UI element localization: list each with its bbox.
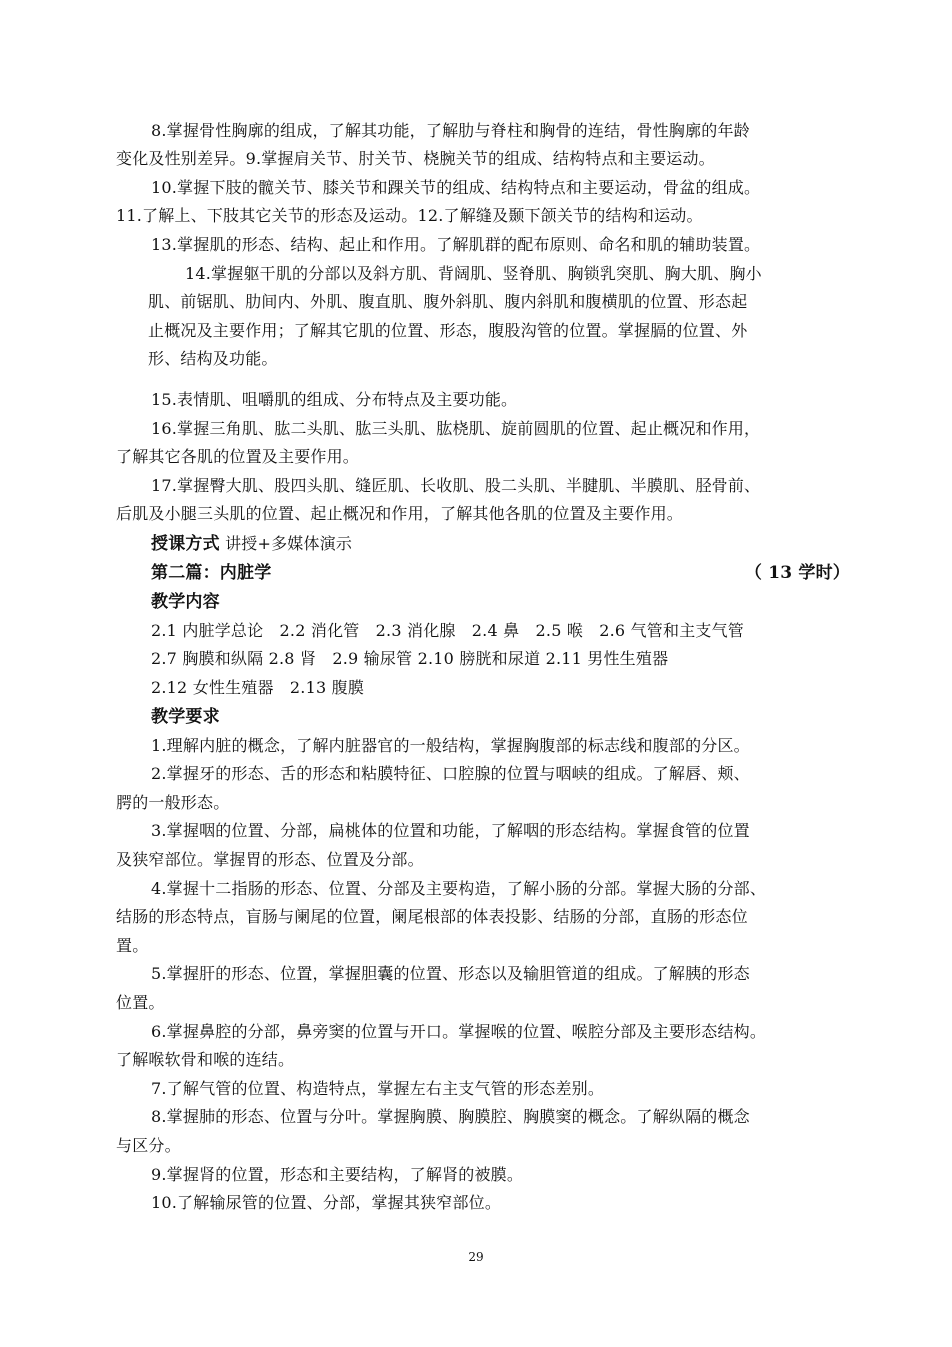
requirement-line: 7.了解气管的位置、构造特点，掌握左右主支气管的形态差别。 xyxy=(151,1079,605,1098)
requirement-line: 置。 xyxy=(116,936,149,955)
requirement-line: 9.掌握肾的位置，形态和主要结构，了解肾的被膜。 xyxy=(151,1165,524,1184)
content-line: 2.7 胸膜和纵隔 2.8 肾 2.9 输尿管 2.10 膀胱和尿道 2.11 男性生殖器 xyxy=(151,649,669,668)
teaching-method-label: 授课方式 xyxy=(151,534,220,554)
requirement-line: 及狭窄部位。掌握胃的形态、位置及分部。 xyxy=(116,850,424,869)
content-line: 2.12 女性生殖器 2.13 腹膜 xyxy=(151,678,365,697)
requirement-line: 与区分。 xyxy=(116,1136,181,1155)
requirement-line: 位置。 xyxy=(116,993,165,1012)
requirement-line: 2.掌握牙的形态、舌的形态和粘膜特征、口腔腺的位置与咽峡的组成。了解唇、颊、 xyxy=(151,764,750,783)
requirements-heading: 教学要求 xyxy=(151,707,220,727)
requirement-line: 了解喉软骨和喉的连结。 xyxy=(116,1050,295,1069)
text-line: 15.表情肌、咀嚼肌的组成、分布特点及主要功能。 xyxy=(151,390,518,409)
section-title: 第二篇：内脏学 xyxy=(151,563,272,583)
text-line: 止概况及主要作用；了解其它肌的位置、形态，腹股沟管的位置。掌握膈的位置、外 xyxy=(148,321,748,340)
requirement-line: 1.理解内脏的概念，了解内脏器官的一般结构，掌握胸腹部的标志线和腹部的分区。 xyxy=(151,736,750,755)
text-line: 肌、前锯肌、肋间内、外肌、腹直肌、腹外斜肌、腹内斜肌和腹横肌的位置、形态起 xyxy=(148,292,748,311)
text-line: 14.掌握躯干肌的分部以及斜方肌、背阔肌、竖脊肌、胸锁乳突肌、胸大肌、胸小 xyxy=(185,264,762,283)
text-line: 17.掌握臀大肌、股四头肌、缝匠肌、长收肌、股二头肌、半腱肌、半膜肌、胫骨前、 xyxy=(151,476,761,495)
requirement-line: 6.掌握鼻腔的分部，鼻旁窦的位置与开口。掌握喉的位置、喉腔分部及主要形态结构。 xyxy=(151,1022,767,1041)
text-line: 10.掌握下肢的髋关节、膝关节和踝关节的组成、结构特点和主要运动，骨盆的组成。 xyxy=(151,178,761,197)
text-line: 13.掌握肌的形态、结构、起止和作用。了解肌群的配布原则、命名和肌的辅助装置。 xyxy=(151,235,761,254)
page-number: 29 xyxy=(468,1250,484,1264)
content-line: 2.1 内脏学总论 2.2 消化管 2.3 消化腺 2.4 鼻 2.5 喉 2.6 气管和主支气管 xyxy=(151,621,744,640)
text-line: 16.掌握三角肌、肱二头肌、肱三头肌、肱桡肌、旋前圆肌的位置、起止概况和作用， xyxy=(151,419,761,438)
text-line: 11.了解上、下肢其它关节的形态及运动。12.了解缝及颞下颌关节的结构和运动。 xyxy=(116,206,703,225)
requirement-line: 3.掌握咽的位置、分部，扁桃体的位置和功能，了解咽的形态结构。掌握食管的位置 xyxy=(151,821,750,840)
teaching-method xyxy=(151,533,352,555)
requirement-line: 8.掌握肺的形态、位置与分叶。掌握胸膜、胸膜腔、胸膜窦的概念。了解纵隔的概念 xyxy=(151,1107,750,1126)
content-heading: 教学内容 xyxy=(151,592,220,612)
text-line: 了解其它各肌的位置及主要作用。 xyxy=(116,447,360,466)
section-hours: （ 13 学时） xyxy=(744,563,850,583)
requirement-line: 5.掌握肝的形态、位置，掌握胆囊的位置、形态以及输胆管道的组成。了解胰的形态 xyxy=(151,964,750,983)
text-line: 形、结构及功能。 xyxy=(148,349,278,368)
text-line: 变化及性别差异。9.掌握肩关节、肘关节、桡腕关节的组成、结构特点和主要运动。 xyxy=(116,149,715,168)
requirement-line: 4.掌握十二指肠的形态、位置、分部及主要构造，了解小肠的分部。掌握大肠的分部、 xyxy=(151,879,767,898)
teaching-method-text: 讲授+多媒体演示 xyxy=(219,534,353,553)
text-line: 后肌及小腿三头肌的位置、起止概况和作用，了解其他各肌的位置及主要作用。 xyxy=(116,504,684,523)
requirement-line: 10.了解输尿管的位置、分部，掌握其狭窄部位。 xyxy=(151,1193,502,1212)
requirement-line: 腭的一般形态。 xyxy=(116,793,230,812)
text-line: 8.掌握骨性胸廓的组成，了解其功能，了解肋与脊柱和胸骨的连结，骨性胸廓的年龄 xyxy=(151,121,750,140)
requirement-line: 结肠的形态特点，盲肠与阑尾的位置，阑尾根部的体表投影、结肠的分部，直肠的形态位 xyxy=(116,907,748,926)
